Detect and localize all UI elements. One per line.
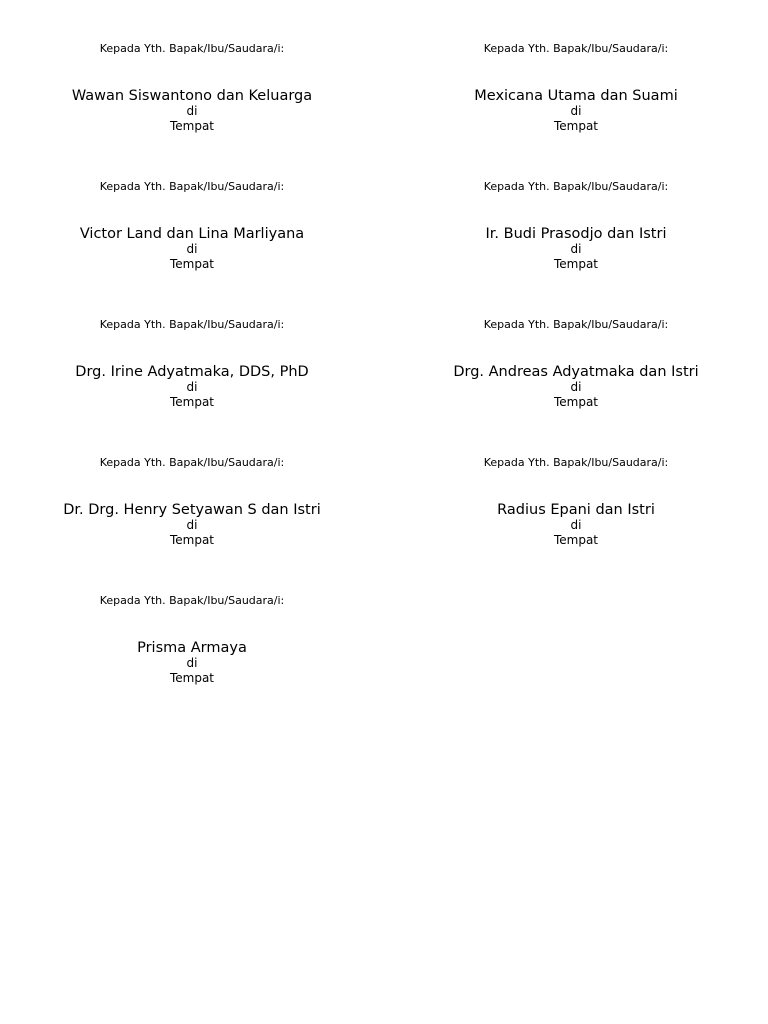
label-recipient-name: Victor Land dan Lina Marliyana bbox=[79, 226, 305, 242]
label-di: di bbox=[186, 518, 198, 532]
label-di: di bbox=[186, 380, 198, 394]
label-recipient-name: Drg. Andreas Adyatmaka dan Istri bbox=[453, 364, 699, 380]
label-di: di bbox=[570, 242, 582, 256]
label-recipient-name: Dr. Drg. Henry Setyawan S dan Istri bbox=[63, 502, 321, 518]
label-greeting: Kepada Yth. Bapak/Ibu/Saudara/i: bbox=[99, 42, 285, 55]
address-label bbox=[0, 276, 384, 414]
address-label bbox=[0, 0, 384, 138]
label-greeting: Kepada Yth. Bapak/Ibu/Saudara/i: bbox=[99, 594, 285, 607]
label-place: Tempat bbox=[169, 671, 215, 685]
label-di: di bbox=[570, 104, 582, 118]
address-label bbox=[0, 138, 384, 276]
label-di: di bbox=[186, 242, 198, 256]
label-greeting: Kepada Yth. Bapak/Ibu/Saudara/i: bbox=[99, 456, 285, 469]
label-greeting: Kepada Yth. Bapak/Ibu/Saudara/i: bbox=[483, 456, 669, 469]
label-greeting: Kepada Yth. Bapak/Ibu/Saudara/i: bbox=[99, 318, 285, 331]
label-place: Tempat bbox=[169, 533, 215, 547]
label-greeting: Kepada Yth. Bapak/Ibu/Saudara/i: bbox=[99, 180, 285, 193]
label-greeting: Kepada Yth. Bapak/Ibu/Saudara/i: bbox=[483, 42, 669, 55]
address-label bbox=[0, 414, 384, 552]
label-di: di bbox=[570, 380, 582, 394]
label-recipient-name: Ir. Budi Prasodjo dan Istri bbox=[485, 226, 667, 242]
label-place: Tempat bbox=[169, 119, 215, 133]
label-di: di bbox=[186, 656, 198, 670]
label-place: Tempat bbox=[169, 395, 215, 409]
label-place: Tempat bbox=[553, 257, 599, 271]
label-place: Tempat bbox=[169, 257, 215, 271]
address-label bbox=[384, 138, 768, 276]
label-recipient-name: Wawan Siswantono dan Keluarga bbox=[71, 88, 313, 104]
address-label bbox=[0, 552, 384, 690]
label-recipient-name: Prisma Armaya bbox=[137, 640, 247, 656]
label-place: Tempat bbox=[553, 395, 599, 409]
label-recipient-name: Radius Epani dan Istri bbox=[497, 502, 655, 518]
label-greeting: Kepada Yth. Bapak/Ibu/Saudara/i: bbox=[483, 180, 669, 193]
label-greeting: Kepada Yth. Bapak/Ibu/Saudara/i: bbox=[483, 318, 669, 331]
label-place: Tempat bbox=[553, 533, 599, 547]
label-di: di bbox=[570, 518, 582, 532]
address-label bbox=[384, 276, 768, 414]
label-di: di bbox=[186, 104, 198, 118]
label-recipient-name: Drg. Irine Adyatmaka, DDS, PhD bbox=[75, 364, 309, 380]
address-label bbox=[384, 414, 768, 552]
label-recipient-name: Mexicana Utama dan Suami bbox=[474, 88, 678, 104]
label-place: Tempat bbox=[553, 119, 599, 133]
address-label bbox=[384, 0, 768, 138]
